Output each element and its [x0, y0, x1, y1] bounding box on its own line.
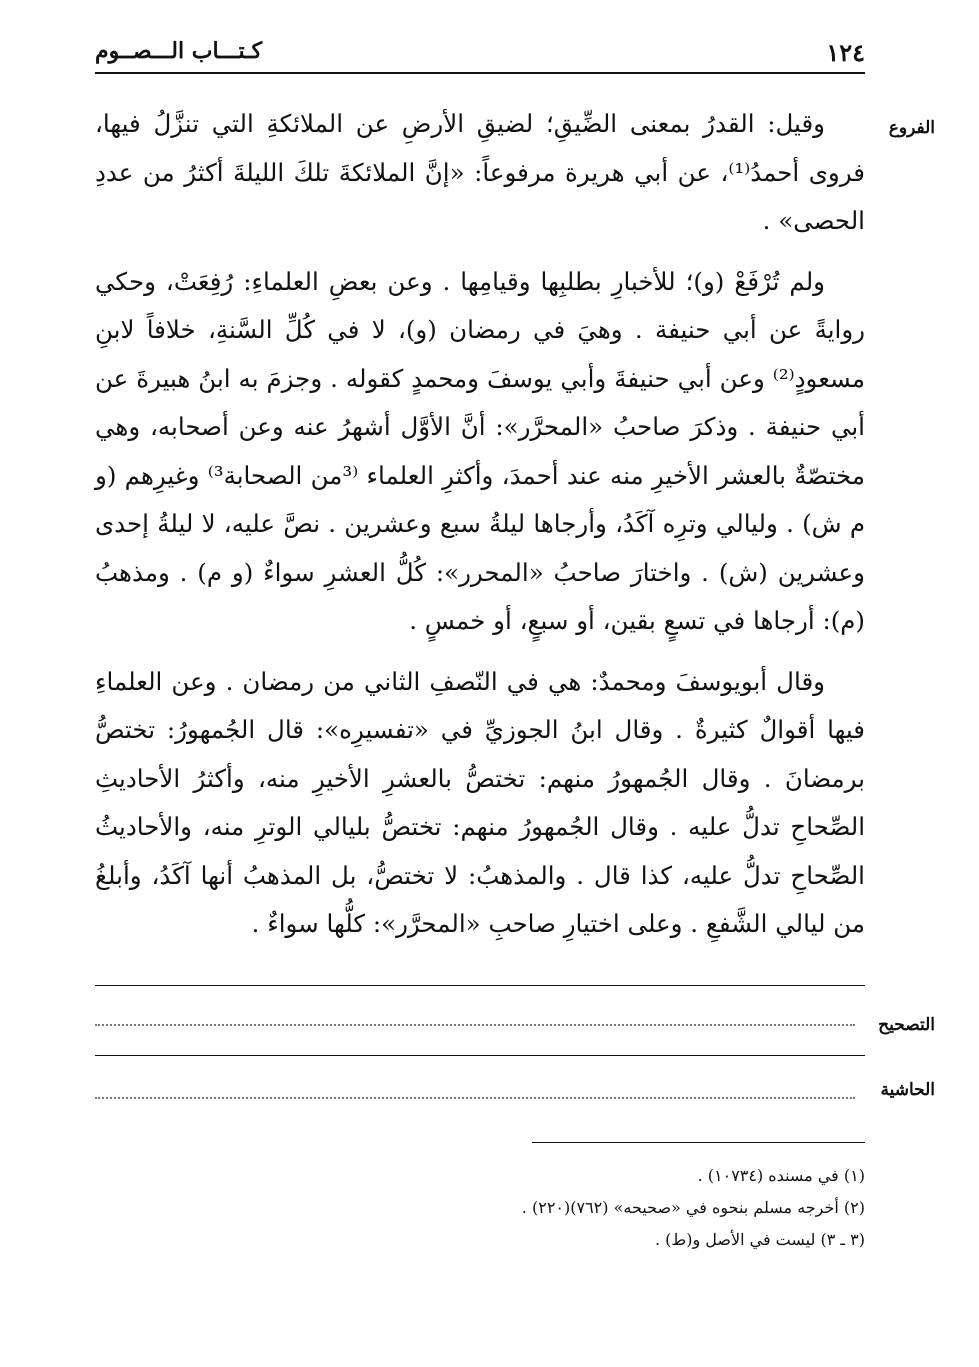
page-header	[95, 36, 865, 70]
paragraph-1: وقيل: القدرُ بمعنى الضِّيقِ؛ لضيقِ الأرضِ عن الملائكةِ التي تنزَّلُ فيها، فروى أحمدُ⁽¹⁾، عن أبي هريرة مرفوعاً: «إنَّ الملائكةَ تلكَ الليلةَ أكثرُ من عددِ الحصى» .	[95, 109, 865, 235]
section-rule-top	[95, 985, 865, 986]
footnote-rule	[532, 1142, 865, 1143]
paragraph-2: ولم تُرْفَعْ (و)؛ للأخبارِ بطلبِها وقيامِها . وعن بعضِ العلماءِ: رُفِعَتْ، وحكي روايةً عن أبي حنيفة . وهيَ في رمضان (و)، لا في كُلِّ السَّنةِ، خلافاً لابنِ مسعودٍ⁽²⁾ وعن أبي حنيفةَ وأبي يوسفَ ومحمدٍ كقوله . وجزمَ به ابنُ هبيرةَ عن أبي حنيفة . وذكرَ صاحبُ «المحرَّر»: أنَّ الأوَّل أشهرُ عنه وعن أصحابه، وهي مختصّةٌ بالعشر الأخيرِ منه عند أحمدَ، وأكثرِ العلماء ⁽³من الصحابة³⁾ وغيرِهم (و م ش) . وليالي وترِه آكَدُ، وأرجاها ليلةُ سبع وعشرين . نصَّ عليه، لا ليلةُ إحدى وعشرين (ش) . واختارَ صاحبُ «المحرر»: كُلُّ العشرِ سواءٌ (و م) . ومذهبُ (م): أرجاها في تسعٍ بقين، أو سبعٍ، أو خمسٍ .	[95, 266, 865, 635]
page-number: ١٢٤	[826, 38, 865, 67]
paragraph-3: وقال أبويوسفَ ومحمدٌ: هي في النّصفِ الثاني من رمضان . وعن العلماءِ فيها أقوالٌ كثيرةٌ . وقال ابنُ الجوزيِّ في «تفسيرِه»: قال الجُمهورُ: تختصُّ برمضانَ . وقال الجُمهورُ منهم: تختصُّ بالعشرِ الأخيرِ منه، وأكثرُ الأحاديثِ الصِّحاحِ تدلُّ عليه . وقال الجُمهورُ منهم: تختصُّ بليالي الوترِ منه، والأحاديثُ الصِّحاحِ تدلُّ عليه، كذا قال . والمذهبُ: لا تختصُّ، بل المذهبُ أنها آكَدُ، وأبلغُ من ليالي الشَّفعِ . وعلى اختيارِ صاحبِ «المحرَّر»: كلُّها سواءٌ .	[95, 666, 865, 938]
header-rule	[95, 72, 865, 74]
footnote-2: (٢) أخرجه مسلم بنحوه في «صحيحه» (٧٦٢)(٢٢٠) .	[521, 1198, 865, 1217]
running-title: كـتـــاب الـــصــوم	[95, 38, 263, 64]
main-text	[95, 100, 865, 961]
side-label-hashiya: الحاشية	[880, 1080, 935, 1100]
side-label-tashih: التصحيح	[878, 1015, 935, 1035]
section-rule-middle	[95, 1055, 865, 1056]
footnotes	[95, 1160, 865, 1256]
footnote-3: (٣ ـ ٣) ليست في الأصل و(ط) .	[654, 1230, 865, 1249]
footnote-1: (١) في مسنده (١٠٧٣٤) .	[697, 1166, 865, 1185]
side-label-furu: الفروع	[888, 118, 935, 138]
tashih-dotted-line	[95, 1024, 855, 1026]
hashiya-dotted-line	[95, 1097, 855, 1099]
